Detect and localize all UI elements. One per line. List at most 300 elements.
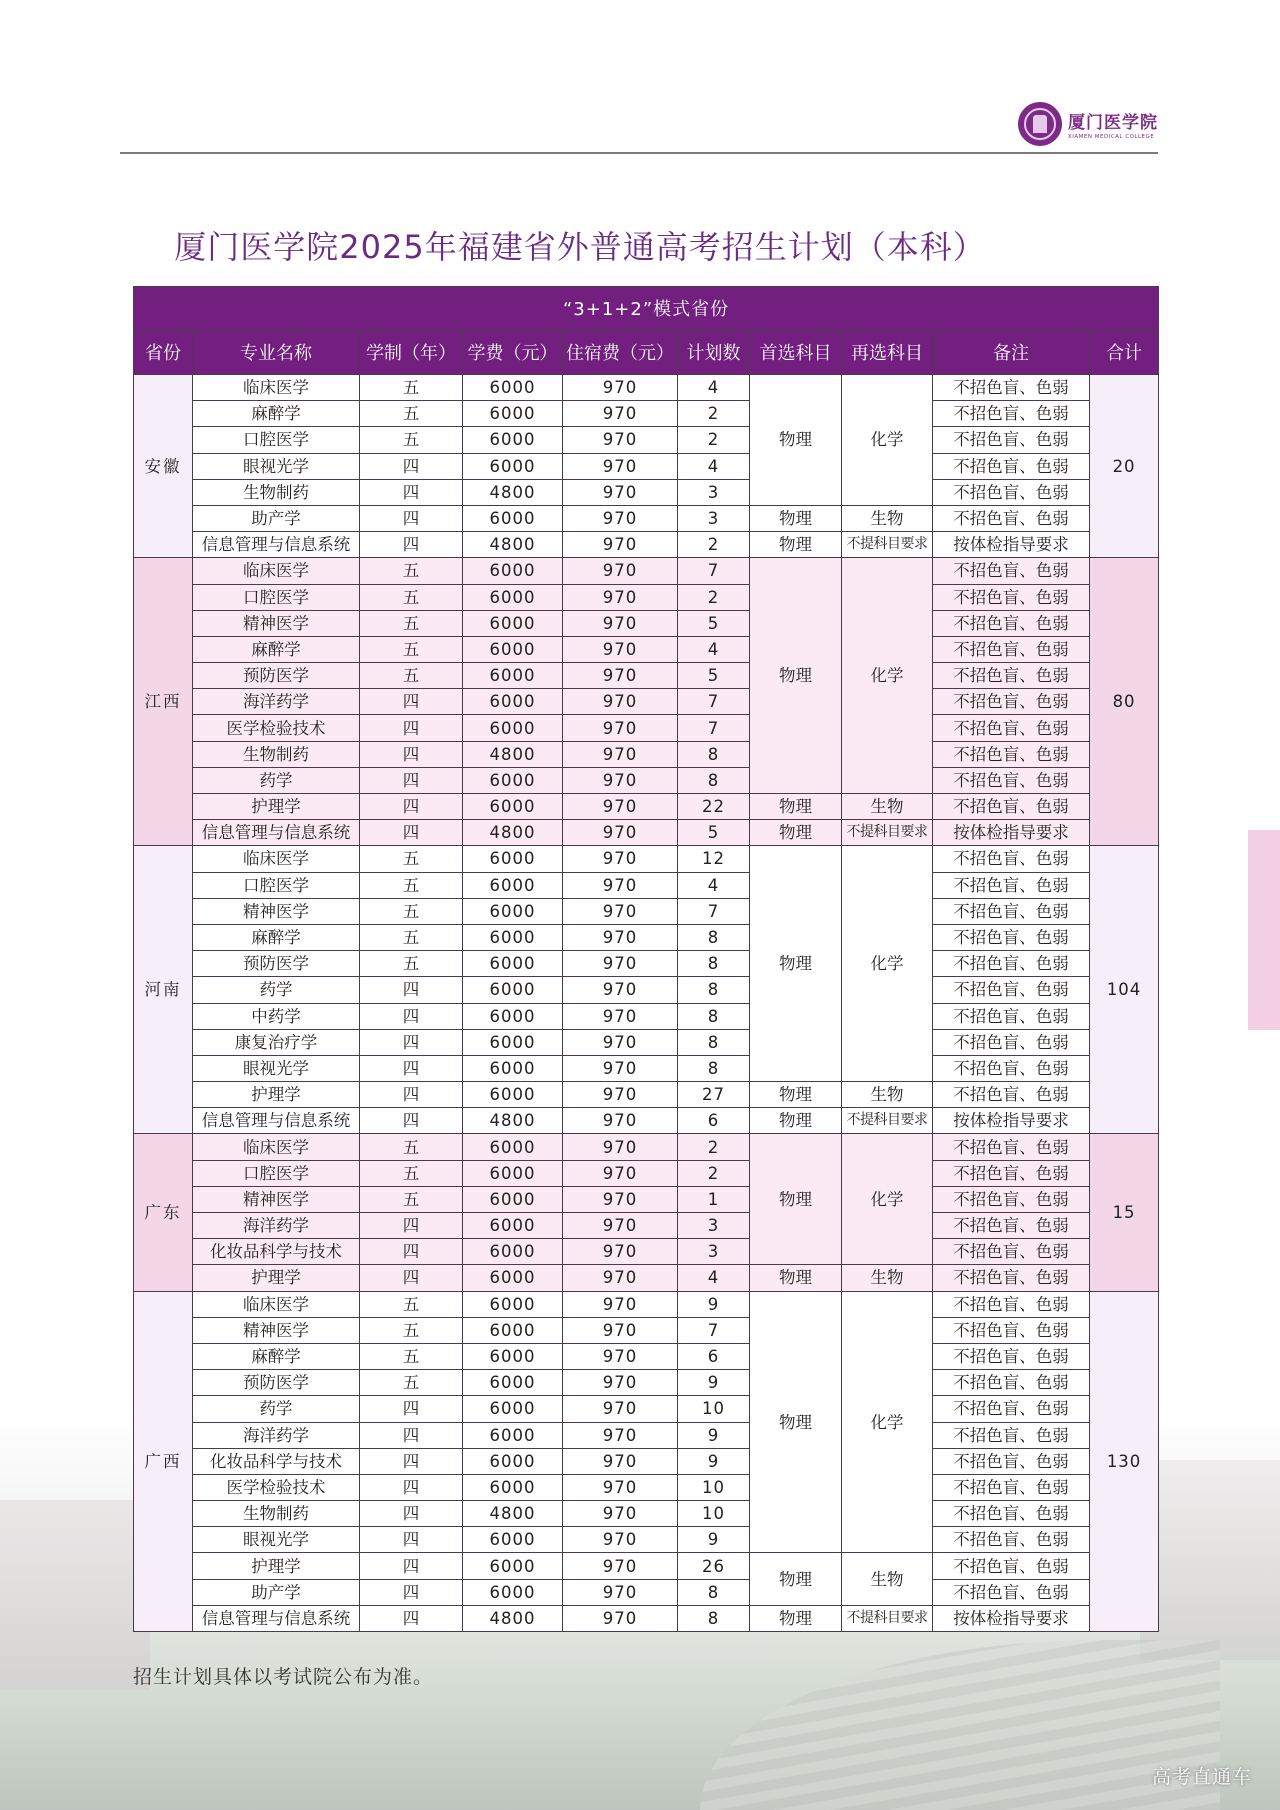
table-row (134, 820, 1159, 846)
dorm-fee-cell: 970 (563, 401, 678, 427)
plan-count-cell: 10 (678, 1396, 750, 1422)
years-cell: 四 (360, 1003, 463, 1029)
note-cell: 不招色盲、色弱 (933, 1422, 1090, 1448)
dorm-fee-cell: 970 (563, 689, 678, 715)
tuition-cell: 6000 (463, 1553, 563, 1579)
plan-count-cell: 8 (678, 1055, 750, 1081)
plan-count-cell: 4 (678, 636, 750, 662)
background-building-right (1140, 1460, 1280, 1660)
tuition-cell: 4800 (463, 1501, 563, 1527)
logo-name-cn: 厦门医学院 (1068, 113, 1158, 133)
background-building-left (0, 1500, 150, 1690)
note-cell: 不招色盲、色弱 (933, 375, 1090, 401)
column-header: 再选科目 (842, 332, 933, 375)
major-cell: 临床医学 (193, 375, 360, 401)
plan-count-cell: 6 (678, 1343, 750, 1369)
tuition-cell: 6000 (463, 375, 563, 401)
major-cell: 精神医学 (193, 898, 360, 924)
plan-count-cell: 2 (678, 1160, 750, 1186)
major-cell: 临床医学 (193, 1134, 360, 1160)
major-cell: 护理学 (193, 1265, 360, 1291)
major-cell: 化妆品科学与技术 (193, 1448, 360, 1474)
plan-count-cell: 8 (678, 1003, 750, 1029)
column-header: 合计 (1090, 332, 1159, 375)
tuition-cell: 4800 (463, 532, 563, 558)
table-row (134, 741, 1159, 767)
dorm-fee-cell: 970 (563, 741, 678, 767)
dorm-fee-cell: 970 (563, 1265, 678, 1291)
plan-count-cell: 10 (678, 1501, 750, 1527)
note-cell: 按体检指导要求 (933, 532, 1090, 558)
years-cell: 四 (360, 1108, 463, 1134)
dorm-fee-cell: 970 (563, 794, 678, 820)
years-cell: 五 (360, 610, 463, 636)
major-cell: 预防医学 (193, 663, 360, 689)
second-subject-cell: 化学 (842, 558, 933, 794)
plan-count-cell: 7 (678, 715, 750, 741)
years-cell: 四 (360, 1579, 463, 1605)
tuition-cell: 6000 (463, 427, 563, 453)
first-subject-cell: 物理 (750, 1291, 842, 1553)
note-cell: 不招色盲、色弱 (933, 1186, 1090, 1212)
total-cell: 80 (1090, 558, 1159, 846)
years-cell: 四 (360, 1396, 463, 1422)
table-row (134, 1370, 1159, 1396)
table-row (134, 1003, 1159, 1029)
dorm-fee-cell: 970 (563, 636, 678, 662)
table-row (134, 1474, 1159, 1500)
dorm-fee-cell: 970 (563, 767, 678, 793)
note-cell: 不招色盲、色弱 (933, 1055, 1090, 1081)
second-subject-cell: 化学 (842, 375, 933, 506)
dorm-fee-cell: 970 (563, 453, 678, 479)
dorm-fee-cell: 970 (563, 1239, 678, 1265)
plan-count-cell: 9 (678, 1291, 750, 1317)
table-row (134, 924, 1159, 950)
table-row (134, 558, 1159, 584)
note-cell: 不招色盲、色弱 (933, 1343, 1090, 1369)
note-cell: 不招色盲、色弱 (933, 1370, 1090, 1396)
plan-count-cell: 8 (678, 767, 750, 793)
plan-count-cell: 8 (678, 924, 750, 950)
dorm-fee-cell: 970 (563, 820, 678, 846)
tuition-cell: 6000 (463, 794, 563, 820)
major-cell: 护理学 (193, 1082, 360, 1108)
years-cell: 五 (360, 951, 463, 977)
dorm-fee-cell: 970 (563, 715, 678, 741)
first-subject-cell: 物理 (750, 1553, 842, 1605)
second-subject-cell: 生物 (842, 1553, 933, 1605)
major-cell: 医学检验技术 (193, 715, 360, 741)
table-row (134, 794, 1159, 820)
plan-count-cell: 22 (678, 794, 750, 820)
first-subject-cell: 物理 (750, 1134, 842, 1265)
table-row (134, 846, 1159, 872)
note-cell: 按体检指导要求 (933, 820, 1090, 846)
note-cell: 不招色盲、色弱 (933, 1003, 1090, 1029)
table-row (134, 1553, 1159, 1579)
table-row (134, 1108, 1159, 1134)
tuition-cell: 6000 (463, 1160, 563, 1186)
side-tab-marker (1248, 830, 1280, 1030)
plan-count-cell: 7 (678, 1317, 750, 1343)
dorm-fee-cell: 970 (563, 1553, 678, 1579)
table-row (134, 715, 1159, 741)
table-row (134, 951, 1159, 977)
dorm-fee-cell: 970 (563, 1396, 678, 1422)
tuition-cell: 4800 (463, 741, 563, 767)
plan-count-cell: 10 (678, 1474, 750, 1500)
plan-count-cell: 5 (678, 820, 750, 846)
tuition-cell: 6000 (463, 1291, 563, 1317)
plan-count-cell: 3 (678, 1239, 750, 1265)
dorm-fee-cell: 970 (563, 375, 678, 401)
years-cell: 四 (360, 532, 463, 558)
note-cell: 不招色盲、色弱 (933, 1396, 1090, 1422)
table-row (134, 479, 1159, 505)
major-cell: 麻醉学 (193, 636, 360, 662)
tuition-cell: 6000 (463, 715, 563, 741)
tuition-cell: 6000 (463, 1029, 563, 1055)
note-cell: 不招色盲、色弱 (933, 1082, 1090, 1108)
table-row (134, 636, 1159, 662)
tuition-cell: 4800 (463, 1605, 563, 1631)
note-cell: 不招色盲、色弱 (933, 1501, 1090, 1527)
table-row (134, 1579, 1159, 1605)
years-cell: 五 (360, 1370, 463, 1396)
dorm-fee-cell: 970 (563, 1579, 678, 1605)
footnote: 招生计划具体以考试院公布为准。 (133, 1666, 434, 1688)
note-cell: 不招色盲、色弱 (933, 1134, 1090, 1160)
note-cell: 不招色盲、色弱 (933, 558, 1090, 584)
table-row (134, 584, 1159, 610)
major-cell: 精神医学 (193, 1317, 360, 1343)
dorm-fee-cell: 970 (563, 505, 678, 531)
tuition-cell: 6000 (463, 1239, 563, 1265)
years-cell: 四 (360, 1553, 463, 1579)
first-subject-cell: 物理 (750, 375, 842, 506)
tuition-cell: 4800 (463, 1108, 563, 1134)
note-cell: 不招色盲、色弱 (933, 1317, 1090, 1343)
years-cell: 五 (360, 1291, 463, 1317)
tuition-cell: 4800 (463, 479, 563, 505)
second-subject-cell: 不提科目要求 (842, 820, 933, 846)
years-cell: 五 (360, 1343, 463, 1369)
dorm-fee-cell: 970 (563, 1055, 678, 1081)
tuition-cell: 6000 (463, 1422, 563, 1448)
years-cell: 五 (360, 427, 463, 453)
note-cell: 不招色盲、色弱 (933, 1527, 1090, 1553)
column-header: 省份 (134, 332, 193, 375)
plan-count-cell: 8 (678, 741, 750, 767)
years-cell: 四 (360, 1422, 463, 1448)
years-cell: 五 (360, 636, 463, 662)
tuition-cell: 6000 (463, 505, 563, 531)
plan-count-cell: 7 (678, 898, 750, 924)
total-cell: 104 (1090, 846, 1159, 1134)
first-subject-cell: 物理 (750, 505, 842, 531)
tuition-cell: 6000 (463, 846, 563, 872)
note-cell: 按体检指导要求 (933, 1108, 1090, 1134)
major-cell: 助产学 (193, 505, 360, 531)
header-divider (120, 152, 1158, 154)
table-row (134, 427, 1159, 453)
years-cell: 四 (360, 1474, 463, 1500)
dorm-fee-cell: 970 (563, 1108, 678, 1134)
plan-count-cell: 4 (678, 453, 750, 479)
table-row (134, 1422, 1159, 1448)
major-cell: 助产学 (193, 1579, 360, 1605)
table-row (134, 1291, 1159, 1317)
plan-count-cell: 2 (678, 1134, 750, 1160)
tuition-cell: 6000 (463, 1186, 563, 1212)
first-subject-cell: 物理 (750, 794, 842, 820)
note-cell: 不招色盲、色弱 (933, 453, 1090, 479)
note-cell: 不招色盲、色弱 (933, 1265, 1090, 1291)
tuition-cell: 6000 (463, 401, 563, 427)
tuition-cell: 4800 (463, 820, 563, 846)
tuition-cell: 6000 (463, 1343, 563, 1369)
note-cell: 不招色盲、色弱 (933, 1291, 1090, 1317)
dorm-fee-cell: 970 (563, 1186, 678, 1212)
major-cell: 眼视光学 (193, 453, 360, 479)
table-row (134, 1186, 1159, 1212)
plan-count-cell: 9 (678, 1448, 750, 1474)
plan-count-cell: 3 (678, 479, 750, 505)
major-cell: 临床医学 (193, 846, 360, 872)
plan-count-cell: 3 (678, 1213, 750, 1239)
first-subject-cell: 物理 (750, 820, 842, 846)
table-row (134, 663, 1159, 689)
note-cell: 不招色盲、色弱 (933, 689, 1090, 715)
note-cell: 不招色盲、色弱 (933, 951, 1090, 977)
first-subject-cell: 物理 (750, 532, 842, 558)
plan-count-cell: 9 (678, 1370, 750, 1396)
major-cell: 信息管理与信息系统 (193, 820, 360, 846)
dorm-fee-cell: 970 (563, 610, 678, 636)
table-row (134, 1029, 1159, 1055)
note-cell: 不招色盲、色弱 (933, 741, 1090, 767)
note-cell: 不招色盲、色弱 (933, 1553, 1090, 1579)
major-cell: 护理学 (193, 794, 360, 820)
tuition-cell: 6000 (463, 584, 563, 610)
years-cell: 四 (360, 715, 463, 741)
plan-count-cell: 7 (678, 689, 750, 715)
note-cell: 不招色盲、色弱 (933, 1160, 1090, 1186)
note-cell: 不招色盲、色弱 (933, 610, 1090, 636)
source-watermark: 高考直通车 (1151, 1766, 1252, 1788)
dorm-fee-cell: 970 (563, 951, 678, 977)
major-cell: 中药学 (193, 1003, 360, 1029)
major-cell: 信息管理与信息系统 (193, 1108, 360, 1134)
table-row (134, 1082, 1159, 1108)
second-subject-cell: 生物 (842, 794, 933, 820)
years-cell: 五 (360, 872, 463, 898)
major-cell: 临床医学 (193, 1291, 360, 1317)
major-cell: 海洋药学 (193, 689, 360, 715)
plan-count-cell: 7 (678, 558, 750, 584)
note-cell: 不招色盲、色弱 (933, 401, 1090, 427)
plan-count-cell: 2 (678, 401, 750, 427)
dorm-fee-cell: 970 (563, 977, 678, 1003)
plan-count-cell: 2 (678, 532, 750, 558)
table-row (134, 767, 1159, 793)
major-cell: 生物制药 (193, 741, 360, 767)
table-row (134, 1343, 1159, 1369)
column-header: 计划数 (678, 332, 750, 375)
tuition-cell: 6000 (463, 1213, 563, 1239)
major-cell: 临床医学 (193, 558, 360, 584)
major-cell: 信息管理与信息系统 (193, 532, 360, 558)
dorm-fee-cell: 970 (563, 1343, 678, 1369)
major-cell: 药学 (193, 1396, 360, 1422)
tuition-cell: 6000 (463, 1448, 563, 1474)
major-cell: 药学 (193, 977, 360, 1003)
province-cell: 广西 (134, 1291, 193, 1631)
second-subject-cell: 化学 (842, 1291, 933, 1553)
plan-count-cell: 4 (678, 375, 750, 401)
table-row (134, 1239, 1159, 1265)
plan-count-cell: 2 (678, 427, 750, 453)
dorm-fee-cell: 970 (563, 924, 678, 950)
plan-count-cell: 5 (678, 663, 750, 689)
plan-count-cell: 8 (678, 1579, 750, 1605)
second-subject-cell: 生物 (842, 1265, 933, 1291)
first-subject-cell: 物理 (750, 558, 842, 794)
table-banner: “3+1+2”模式省份 (134, 287, 1159, 332)
major-cell: 海洋药学 (193, 1422, 360, 1448)
province-cell: 广东 (134, 1134, 193, 1291)
major-cell: 口腔医学 (193, 584, 360, 610)
dorm-fee-cell: 970 (563, 1501, 678, 1527)
years-cell: 四 (360, 505, 463, 531)
years-cell: 五 (360, 1134, 463, 1160)
dorm-fee-cell: 970 (563, 663, 678, 689)
major-cell: 医学检验技术 (193, 1474, 360, 1500)
table-row (134, 689, 1159, 715)
note-cell: 不招色盲、色弱 (933, 794, 1090, 820)
tuition-cell: 6000 (463, 898, 563, 924)
major-cell: 精神医学 (193, 610, 360, 636)
tuition-cell: 6000 (463, 924, 563, 950)
note-cell: 不招色盲、色弱 (933, 898, 1090, 924)
note-cell: 不招色盲、色弱 (933, 846, 1090, 872)
note-cell: 不招色盲、色弱 (933, 505, 1090, 531)
dorm-fee-cell: 970 (563, 1003, 678, 1029)
dorm-fee-cell: 970 (563, 558, 678, 584)
plan-count-cell: 2 (678, 584, 750, 610)
years-cell: 四 (360, 741, 463, 767)
plan-count-cell: 9 (678, 1527, 750, 1553)
table-row (134, 1501, 1159, 1527)
major-cell: 药学 (193, 767, 360, 793)
table-row (134, 1213, 1159, 1239)
table-row (134, 375, 1159, 401)
province-cell: 河南 (134, 846, 193, 1134)
major-cell: 眼视光学 (193, 1527, 360, 1553)
years-cell: 四 (360, 977, 463, 1003)
years-cell: 四 (360, 689, 463, 715)
second-subject-cell: 生物 (842, 505, 933, 531)
major-cell: 口腔医学 (193, 427, 360, 453)
table-row (134, 1265, 1159, 1291)
tuition-cell: 6000 (463, 872, 563, 898)
plan-count-cell: 27 (678, 1082, 750, 1108)
tuition-cell: 6000 (463, 977, 563, 1003)
years-cell: 四 (360, 1265, 463, 1291)
years-cell: 五 (360, 558, 463, 584)
years-cell: 四 (360, 479, 463, 505)
second-subject-cell: 不提科目要求 (842, 1108, 933, 1134)
dorm-fee-cell: 970 (563, 1474, 678, 1500)
tuition-cell: 6000 (463, 1317, 563, 1343)
table-row (134, 1134, 1159, 1160)
dorm-fee-cell: 970 (563, 479, 678, 505)
major-cell: 康复治疗学 (193, 1029, 360, 1055)
table-row (134, 1605, 1159, 1631)
dorm-fee-cell: 970 (563, 1605, 678, 1631)
table-row (134, 1396, 1159, 1422)
plan-count-cell: 8 (678, 1029, 750, 1055)
tuition-cell: 6000 (463, 951, 563, 977)
years-cell: 五 (360, 401, 463, 427)
plan-count-cell: 12 (678, 846, 750, 872)
years-cell: 四 (360, 794, 463, 820)
major-cell: 化妆品科学与技术 (193, 1239, 360, 1265)
major-cell: 生物制药 (193, 1501, 360, 1527)
table-row (134, 401, 1159, 427)
province-cell: 江西 (134, 558, 193, 846)
note-cell: 不招色盲、色弱 (933, 1029, 1090, 1055)
table-row (134, 1055, 1159, 1081)
logo-name-en: XIAMEN MEDICAL COLLEGE (1068, 134, 1155, 140)
plan-count-cell: 4 (678, 1265, 750, 1291)
major-cell: 麻醉学 (193, 1343, 360, 1369)
dorm-fee-cell: 970 (563, 1213, 678, 1239)
dorm-fee-cell: 970 (563, 584, 678, 610)
major-cell: 眼视光学 (193, 1055, 360, 1081)
major-cell: 麻醉学 (193, 924, 360, 950)
tuition-cell: 6000 (463, 1474, 563, 1500)
dorm-fee-cell: 970 (563, 1448, 678, 1474)
column-header: 学制（年） (360, 332, 463, 375)
province-cell: 安徽 (134, 375, 193, 558)
years-cell: 五 (360, 663, 463, 689)
plan-count-cell: 8 (678, 977, 750, 1003)
dorm-fee-cell: 970 (563, 1160, 678, 1186)
table-row (134, 872, 1159, 898)
tuition-cell: 6000 (463, 663, 563, 689)
second-subject-cell: 生物 (842, 1082, 933, 1108)
note-cell: 不招色盲、色弱 (933, 715, 1090, 741)
table-row (134, 1527, 1159, 1553)
years-cell: 五 (360, 1186, 463, 1212)
column-header: 学费（元） (463, 332, 563, 375)
column-header: 备注 (933, 332, 1090, 375)
major-cell: 生物制药 (193, 479, 360, 505)
tuition-cell: 6000 (463, 1579, 563, 1605)
dorm-fee-cell: 970 (563, 1527, 678, 1553)
years-cell: 五 (360, 584, 463, 610)
dorm-fee-cell: 970 (563, 1029, 678, 1055)
school-logo (1018, 102, 1158, 146)
dorm-fee-cell: 970 (563, 898, 678, 924)
tuition-cell: 6000 (463, 689, 563, 715)
first-subject-cell: 物理 (750, 1605, 842, 1631)
years-cell: 四 (360, 1605, 463, 1631)
total-cell: 15 (1090, 1134, 1159, 1291)
years-cell: 五 (360, 375, 463, 401)
